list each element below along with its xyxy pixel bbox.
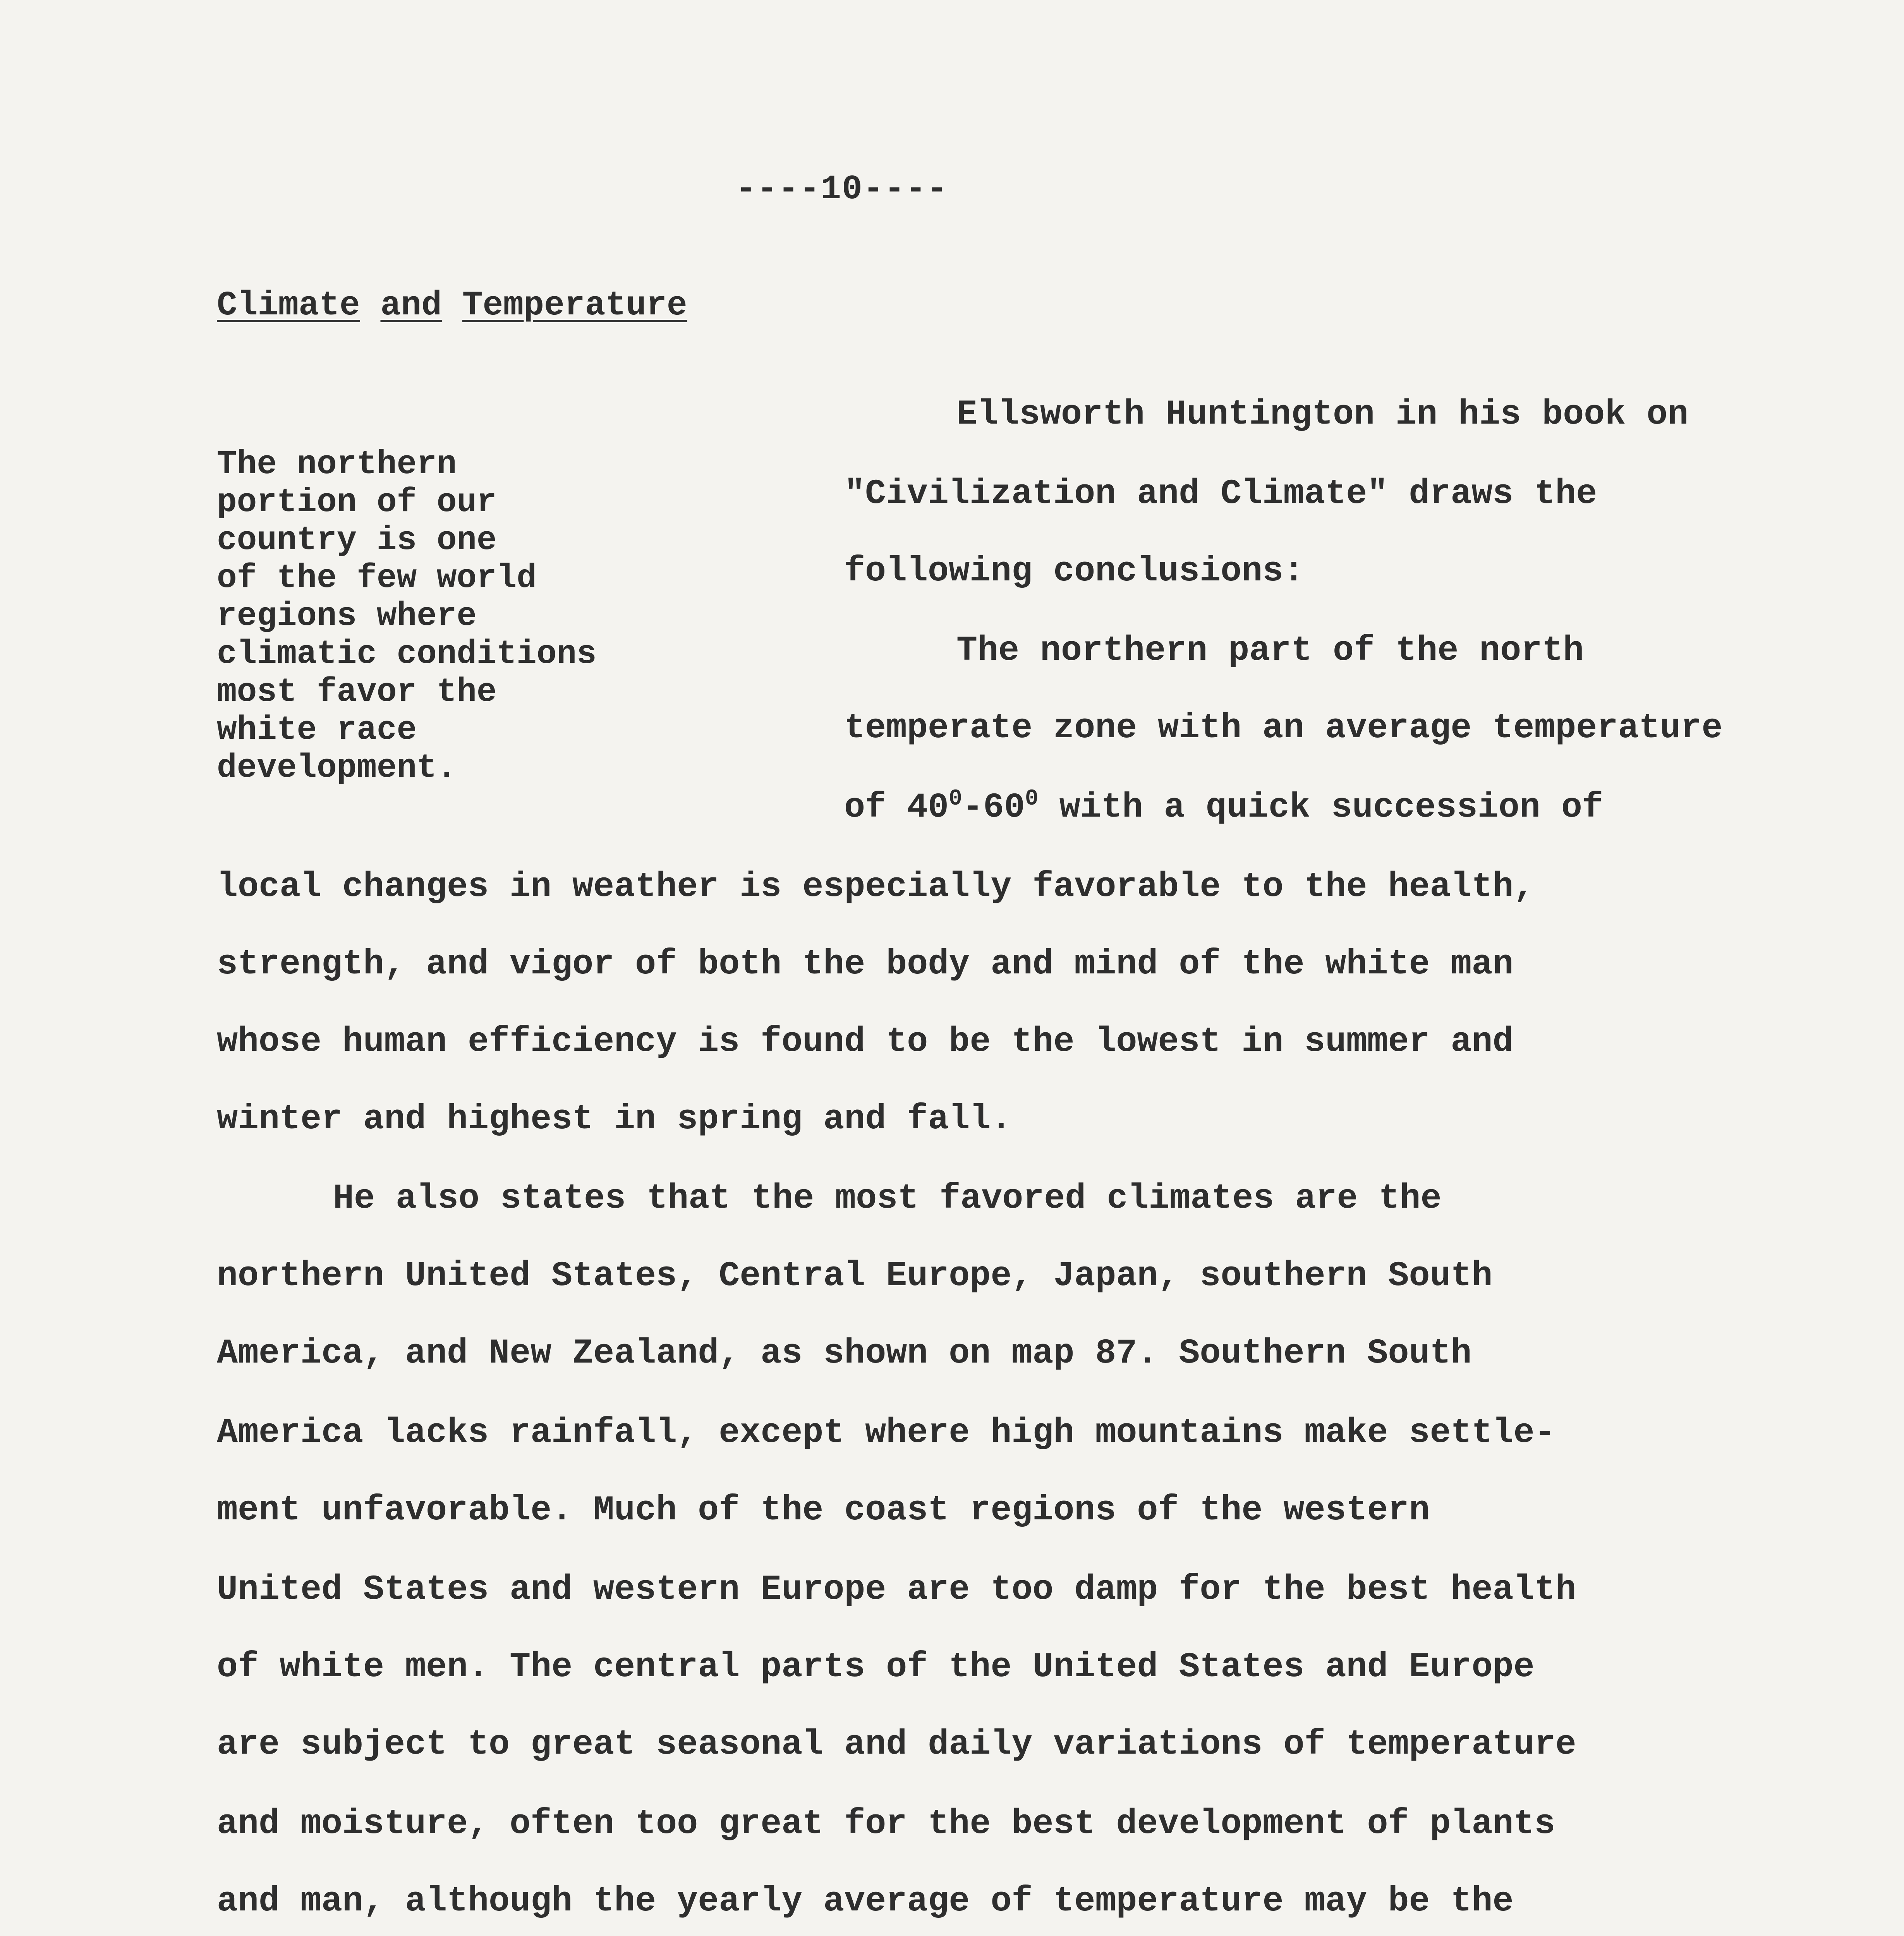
margin-note-line: white race [217, 711, 417, 749]
margin-note-line: regions where [217, 597, 477, 635]
margin-note-line: most favor the [217, 673, 497, 711]
degree-mark: 0 [1025, 786, 1039, 812]
margin-note-line: development. [217, 749, 457, 787]
temp-prefix: of 40 [844, 788, 949, 827]
body-line: winter and highest in spring and fall. [217, 1100, 1012, 1139]
margin-note-line: climatic conditions [217, 635, 597, 673]
body-line: whose human efficiency is found to be the lowest in summer and [217, 1022, 1514, 1062]
margin-note-line: The northern [217, 445, 457, 483]
body-line: ment unfavorable. Much of the coast regions of the western [217, 1491, 1430, 1530]
degree-mark: 0 [949, 786, 962, 812]
margin-note-line: country is one [217, 521, 497, 559]
body-line: following conclusions: [844, 552, 1305, 591]
body-line: America lacks rainfall, except where high mountains make settle- [217, 1413, 1555, 1453]
body-line: The northern part of the north [956, 631, 1584, 671]
margin-note-line: of the few world [217, 559, 537, 597]
body-line: temperate zone with an average temperature [844, 709, 1723, 748]
margin-note-line: portion of our [217, 483, 497, 521]
temp-suffix: with a quick succession of [1038, 788, 1603, 827]
body-line: Ellsworth Huntington in his book on [956, 395, 1689, 434]
temp-dash: -60 [962, 788, 1025, 827]
margin-note [217, 445, 720, 787]
section-heading [217, 287, 687, 325]
body-line: United States and western Europe are too damp for the best health [217, 1570, 1576, 1610]
body-line: of white men. The central parts of the United States and Europe [217, 1648, 1535, 1687]
body-line: northern United States, Central Europe, Japan, southern South [217, 1256, 1493, 1296]
page-number: ----10---- [736, 170, 948, 209]
heading-word-temperature: Temperature [462, 287, 687, 325]
body-line: strength, and vigor of both the body and mind of the white man [217, 945, 1514, 984]
body-line-temperature-range [844, 788, 1603, 827]
heading-word-and: and [380, 287, 442, 325]
body-line: "Civilization and Climate" draws the [844, 474, 1597, 514]
body-line: are subject to great seasonal and daily variations of temperature [217, 1725, 1576, 1764]
body-line: He also states that the most favored climates are the [333, 1179, 1442, 1219]
body-line: America, and New Zealand, as shown on map 87. Southern South [217, 1334, 1472, 1373]
heading-word-climate: Climate [217, 287, 360, 325]
body-line: and man, although the yearly average of temperature may be the [217, 1882, 1514, 1921]
body-line: and moisture, often too great for the best development of plants [217, 1804, 1555, 1844]
body-line: local changes in weather is especially favorable to the health, [217, 867, 1535, 907]
